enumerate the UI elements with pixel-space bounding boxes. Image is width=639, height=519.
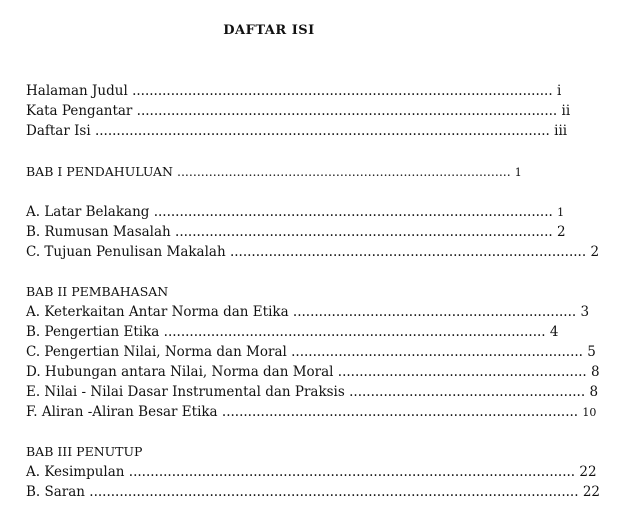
toc-label: Daftar Isi [26, 123, 91, 139]
toc-page: 4 [549, 324, 559, 340]
toc-label: F. Aliran -Aliran Besar Etika [26, 404, 218, 420]
toc-leader: ......................................................................................... [163, 324, 546, 340]
toc-label: BAB II PEMBAHASAN [26, 284, 169, 299]
toc-entry-aliran-etika [26, 403, 596, 422]
toc-label: Kata Pengantar [26, 103, 133, 119]
toc-leader: .................................................................................................................. [89, 484, 579, 500]
toc-leader: ............................................................................................. [153, 204, 553, 220]
toc-leader: .................................................................................................. [132, 83, 553, 99]
toc-entry-bab-1 [26, 163, 522, 182]
toc-entry-nilai-dasar [26, 383, 598, 401]
toc-page: 8 [591, 364, 600, 380]
toc-leader: ........................................................................................................ [128, 464, 576, 480]
toc-entry-kesimpulan [26, 463, 597, 481]
toc-label: E. Nilai - Nilai Dasar Instrumental dan Praksis [26, 384, 345, 400]
toc-label: B. Saran [26, 484, 85, 500]
toc-page: 1 [514, 166, 522, 179]
toc-page: 8 [589, 384, 599, 400]
toc-leader: ................................................................................... [221, 404, 579, 420]
page-title: DAFTAR ISI [223, 23, 315, 38]
toc-leader: .......................................................................................................... [94, 123, 550, 139]
toc-label: BAB III PENUTUP [26, 444, 143, 459]
toc-page: 2 [590, 244, 600, 260]
toc-leader: ........................................................................................ [175, 224, 553, 240]
toc-leader: .................................................................... [291, 344, 583, 360]
toc-leader: .................................................................. [292, 304, 577, 320]
toc-entry-keterkaitan [26, 303, 589, 321]
toc-leader: ....................................................... [349, 384, 586, 400]
toc-page: 5 [587, 344, 596, 360]
toc-label: A. Latar Belakang [26, 204, 150, 220]
toc-page: 1 [557, 206, 565, 219]
toc-page: 22 [579, 464, 597, 480]
toc-entry-daftar-isi [26, 122, 567, 140]
toc-page: 3 [580, 304, 590, 320]
toc-label: B. Rumusan Masalah [26, 224, 171, 240]
toc-page: iii [554, 123, 568, 139]
toc-leader: .................................................................................................. [136, 103, 558, 119]
toc-page: 10 [582, 406, 597, 419]
toc-page: 22 [582, 484, 600, 500]
toc-leader: .................................................................................... [176, 164, 511, 179]
toc-label: A. Kesimpulan [26, 464, 125, 480]
toc-entry-halaman-judul [26, 82, 561, 100]
toc-page: ii [561, 103, 571, 119]
toc-label: A. Keterkaitan Antar Norma dan Etika [26, 304, 289, 320]
toc-label: Halaman Judul [26, 83, 128, 99]
toc-leader: .......................................................... [337, 364, 587, 380]
toc-label: D. Hubungan antara Nilai, Norma dan Moral [26, 364, 334, 380]
toc-page: i [556, 83, 562, 99]
toc-entry-tujuan-penulisan [26, 243, 599, 261]
toc-entry-rumusan-masalah [26, 223, 566, 241]
toc-page: 2 [556, 224, 566, 240]
toc-entry-pengertian-nilai [26, 343, 596, 361]
toc-label: C. Tujuan Penulisan Makalah [26, 244, 226, 260]
toc-entry-bab-3 [26, 443, 142, 461]
toc-entry-hubungan [26, 363, 600, 381]
toc-entry-pengertian-etika [26, 323, 558, 341]
toc-entry-bab-2 [26, 283, 168, 301]
toc-entry-latar-belakang [26, 203, 564, 222]
toc-entry-kata-pengantar [26, 102, 570, 120]
toc-entry-saran [26, 483, 600, 501]
toc-label: B. Pengertian Etika [26, 324, 160, 340]
toc-leader: ................................................................................... [229, 244, 587, 260]
toc-label: BAB I PENDAHULUAN [26, 164, 173, 179]
toc-label: C. Pengertian Nilai, Norma dan Moral [26, 344, 287, 360]
